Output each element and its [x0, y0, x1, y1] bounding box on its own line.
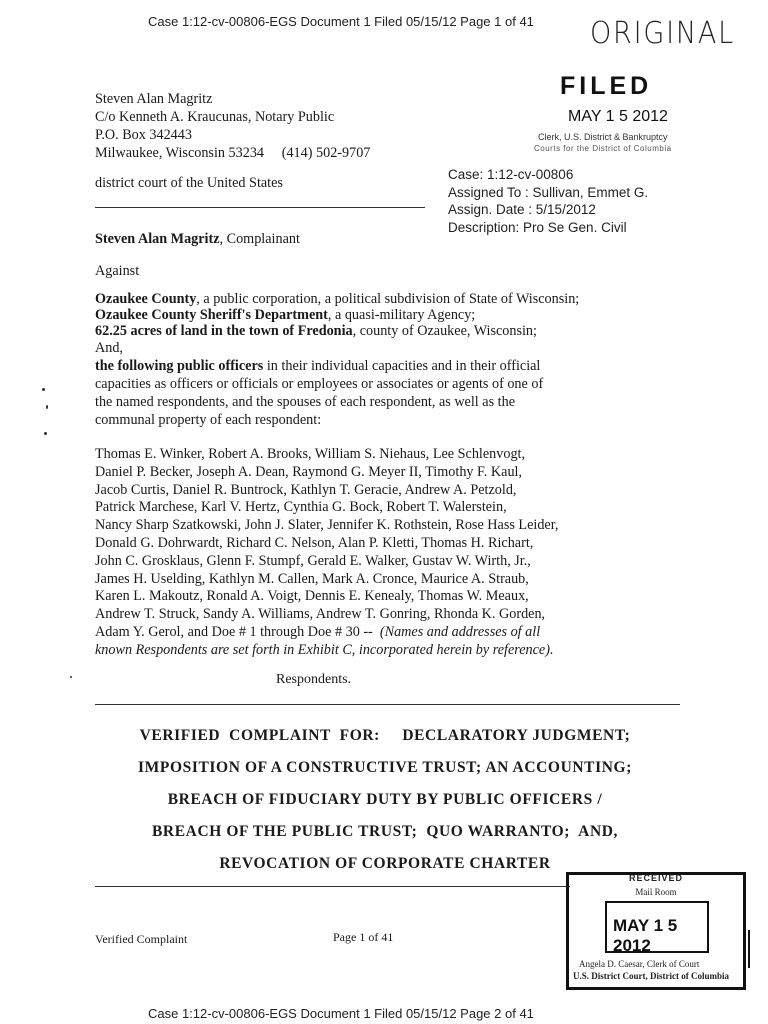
scan-speck	[70, 676, 72, 678]
public-officers-line-2: capacities as officers or officials or employees or associates or agents of one of	[95, 376, 544, 392]
respondent-names-line: Daniel P. Becker, Joseph A. Dean, Raymond G. Meyer II, Timothy F. Kaul,	[95, 463, 523, 480]
respondent-names-list	[95, 446, 558, 660]
respondent-names-line: Jacob Curtis, Daniel R. Buntrock, Kathlyn T. Geracie, Andrew A. Petzold,	[95, 481, 517, 498]
scan-speck	[46, 405, 48, 409]
next-page-header: Case 1:12-cv-00806-EGS Document 1 Filed 05/15/12 Page 2 of 41	[148, 1006, 534, 1021]
filer-po-box: P.O. Box 342443	[95, 127, 192, 143]
public-officers-line-3: the named respondents, and the spouses of each respondent, as well as the	[95, 394, 515, 410]
case-description: Description: Pro Se Gen. Civil	[448, 219, 627, 235]
scan-speck	[42, 388, 45, 391]
court-divider	[95, 207, 425, 208]
court-name: district court of the United States	[95, 175, 283, 191]
received-stamp-clerk: Angela D. Caesar, Clerk of Court	[579, 959, 700, 969]
footer-document-name: Verified Complaint	[95, 932, 188, 946]
complainant-name: Steven Alan Magritz	[95, 231, 220, 247]
respondent-names-line: Patrick Marchese, Karl V. Hertz, Cynthia G. Bock, Robert T. Walerstein,	[95, 499, 507, 516]
filed-stamp-clerk: Clerk, U.S. District & Bankruptcy	[538, 132, 668, 142]
footer-page-number: Page 1 of 41	[333, 930, 394, 944]
respondent-names-line: John C. Grosklaus, Glenn F. Stumpf, Gerald E. Walker, Gustav W. Wirth, Jr.,	[95, 552, 531, 569]
received-stamp-title: RECEIVED	[628, 873, 683, 883]
case-info	[448, 166, 648, 236]
names-last-plain: Adam Y. Gerol, and Doe # 1 through Doe # 30 --	[95, 623, 380, 640]
party-name: Ozaukee County Sheriff's Department	[95, 307, 328, 323]
complainant-line	[95, 230, 300, 248]
filed-stamp-title: FILED	[560, 72, 653, 100]
filer-city-phone: Milwaukee, Wisconsin 53234 (414) 502-9707	[95, 145, 371, 161]
footer-divider	[95, 886, 570, 887]
party-description: , a public corporation, a political subdivision of State of Wisconsin;	[196, 291, 580, 307]
and-label: And,	[95, 340, 123, 356]
filed-stamp-court: Courts for the District of Columbia	[534, 144, 672, 153]
complainant-role: , Complainant	[219, 231, 300, 247]
case-assign-date: Assign. Date : 5/15/2012	[448, 202, 596, 217]
complaint-title	[90, 720, 680, 880]
respondent-names-line: Andrew T. Struck, Sandy A. Williams, Andrew T. Gonring, Rhonda K. Gorden,	[95, 606, 546, 623]
caption-divider	[95, 704, 680, 705]
original-stamp: ORIGINAL	[590, 16, 735, 51]
title-line: BREACH OF FIDUCIARY DUTY BY PUBLIC OFFICERS /	[167, 791, 603, 808]
party-land-fredonia	[95, 322, 537, 340]
received-stamp-mailroom: Mail Room	[635, 887, 677, 897]
title-line: VERIFIED COMPLAINT FOR: DECLARATORY JUDGMENT;	[139, 727, 631, 744]
respondent-names-line: Karen L. Makoutz, Ronald A. Voigt, Dennis E. Kenealy, Thomas W. Meaux,	[95, 588, 529, 605]
respondents-label: Respondents.	[276, 672, 352, 687]
party-public-officers	[95, 357, 540, 375]
filed-stamp-date: MAY 1 5 2012	[568, 108, 668, 125]
respondent-names-line: Thomas E. Winker, Robert A. Brooks, William S. Niehaus, Lee Schlenvogt,	[95, 446, 526, 462]
party-description: , county of Ozaukee, Wisconsin;	[352, 323, 537, 339]
party-name: 62.25 acres of land in the town of Fredonia	[95, 323, 353, 339]
received-stamp-court: U.S. District Court, District of Columbia	[573, 971, 729, 981]
received-stamp-date: MAY 1 5 2012	[613, 916, 678, 955]
against-label: Against	[95, 263, 140, 279]
names-exhibit-note: (Names and addresses of all	[379, 623, 541, 640]
party-name: Ozaukee County	[95, 291, 197, 307]
respondent-names-line: Donald G. Dohrwardt, Richard C. Nelson, Alan P. Kletti, Thomas H. Richart,	[95, 534, 534, 551]
scan-speck	[44, 432, 47, 435]
respondent-names-line: Nancy Sharp Szatkowski, John J. Slater, Jennifer K. Rothstein, Rose Hass Leider,	[95, 517, 559, 534]
margin-mark	[748, 930, 750, 968]
party-description: in their individual capacities and in their official	[263, 358, 541, 374]
names-exhibit-note-cont: known Respondents are set forth in Exhibit C, incorporated herein by reference).	[95, 641, 554, 658]
case-assigned: Assigned To : Sullivan, Emmet G.	[448, 184, 649, 200]
filer-care-of: C/o Kenneth A. Kraucunas, Notary Public	[95, 109, 335, 125]
received-stamp-datebox	[605, 901, 709, 953]
respondent-names-line-last	[95, 624, 558, 642]
public-officers-line-4: communal property of each respondent:	[95, 412, 322, 428]
party-description: , a quasi-military Agency;	[327, 307, 476, 323]
respondent-names-line: James H. Uselding, Kathlyn M. Callen, Mark A. Cronce, Maurice A. Straub,	[95, 570, 529, 587]
filer-name: Steven Alan Magritz	[95, 91, 213, 107]
title-line: BREACH OF THE PUBLIC TRUST; QUO WARRANTO; AND,	[151, 823, 619, 840]
received-stamp	[566, 872, 746, 990]
title-line: IMPOSITION OF A CONSTRUCTIVE TRUST; AN ACCOUNTING;	[138, 759, 632, 776]
title-line: REVOCATION OF CORPORATE CHARTER	[219, 855, 551, 872]
case-number: Case: 1:12-cv-00806	[448, 167, 574, 182]
page-header-case-line: Case 1:12-cv-00806-EGS Document 1 Filed 05/15/12 Page 1 of 41	[148, 14, 534, 29]
party-name: the following public officers	[95, 358, 264, 374]
